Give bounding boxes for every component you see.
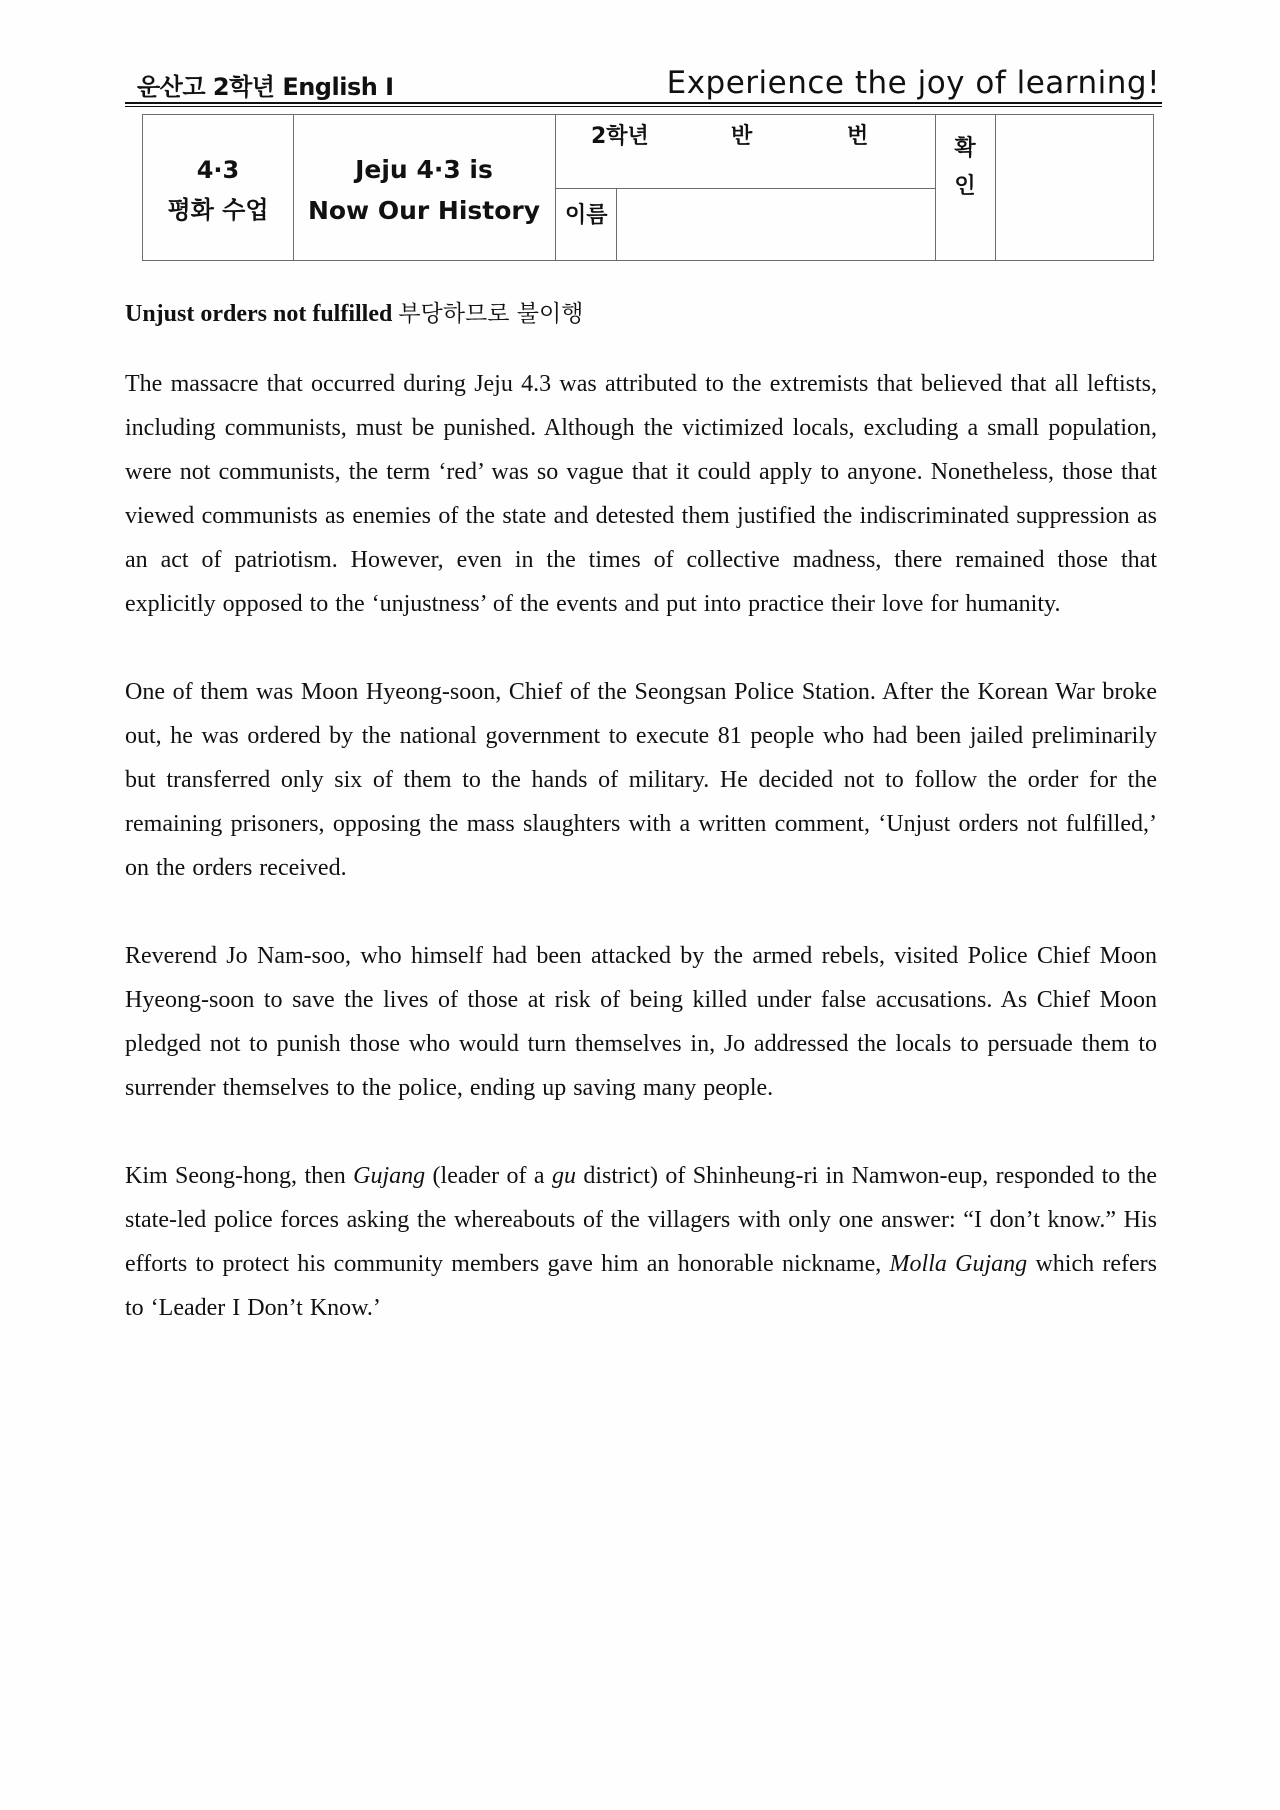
section-heading [125,298,583,330]
check-label-2: 인 [954,174,976,199]
lesson-cell [143,115,293,259]
p4-term-molla-gujang: Molla Gujang [889,1251,1028,1277]
p4-text-1: Kim Seong-hong, then [125,1163,354,1189]
class-label: 반 [731,124,753,149]
p4-text-4: which refers to ‘Leader I Don’t Know.’ [125,1251,1158,1321]
number-label: 번 [847,124,869,149]
paragraph-4 [125,1154,1157,1330]
name-label: 이름 [565,203,608,228]
title-line-1: Jeju 4·3 is [355,155,493,184]
header-slogan: Experience the joy of learning! [666,65,1160,101]
name-field[interactable] [616,188,935,259]
check-field[interactable] [995,115,1153,259]
header-rule-top [125,102,1162,104]
header-course-label: 운산고 2학년 English I [137,73,394,101]
check-label-cell [935,115,995,259]
lesson-number: 4·3 [196,156,240,184]
grade-label: 2학년 [591,124,649,149]
p4-text-3: district) of Shinheung-ri in Namwon-eup, responded to the state-led police forces asking the whereabouts of the villagers with only one answer: “I don’t know.” His efforts to protect his community members gave him an honorable nickname, [125,1163,1157,1277]
article-body [125,362,1157,1374]
p4-term-gu: gu [551,1163,576,1189]
paragraph-2: One of them was Moon Hyeong-soon, Chief of the Seongsan Police Station. After the Korean War broke out, he was ordered by the national government to execute 81 people who had been jailed preliminarily but transferred only six of them to the hands of military. He decided not to follow the order for the remaining prisoners, opposing the mass slaughters with a written comment, ‘Unjust orders not fulfilled,’ on the orders received. [125,679,1157,881]
student-info-table [142,114,1154,261]
section-heading-korean: 부당하므로 불이행 [398,301,584,327]
paragraph-1: The massacre that occurred during Jeju 4.3 was attributed to the extremists that believed that all leftists, including communists, must be punished. Although the victimized locals, excluding a small population, were not communists, the term ‘red’ was so vague that it could apply to anyone. Nonetheless, those that viewed communists as enemies of the state and detested them justified the indiscriminated suppression as an act of patriotism. However, even in the times of collective madness, there remained those that explicitly opposed to the ‘unjustness’ of the events and put into practice their love for humanity. [125,371,1157,617]
header-rule-bottom [125,106,1162,107]
p4-term-gujang: Gujang [353,1163,426,1189]
class-number-field[interactable] [555,115,935,188]
p4-text-2: (leader of a [425,1163,552,1189]
title-line-2: Now Our History [307,196,541,225]
check-label-1: 확 [954,136,976,161]
section-heading-english: Unjust orders not fulfilled [125,301,393,327]
title-cell [293,115,555,259]
lesson-name: 평화 수업 [167,196,269,224]
paragraph-3: Reverend Jo Nam-soo, who himself had been attacked by the armed rebels, visited Police Chief Moon Hyeong-soon to save the lives of those at risk of being killed under false accusations. As Chief Moon pledged not to punish those who would turn themselves in, Jo addressed the locals to persuade them to surrender themselves to the police, ending up saving many people. [125,943,1157,1101]
